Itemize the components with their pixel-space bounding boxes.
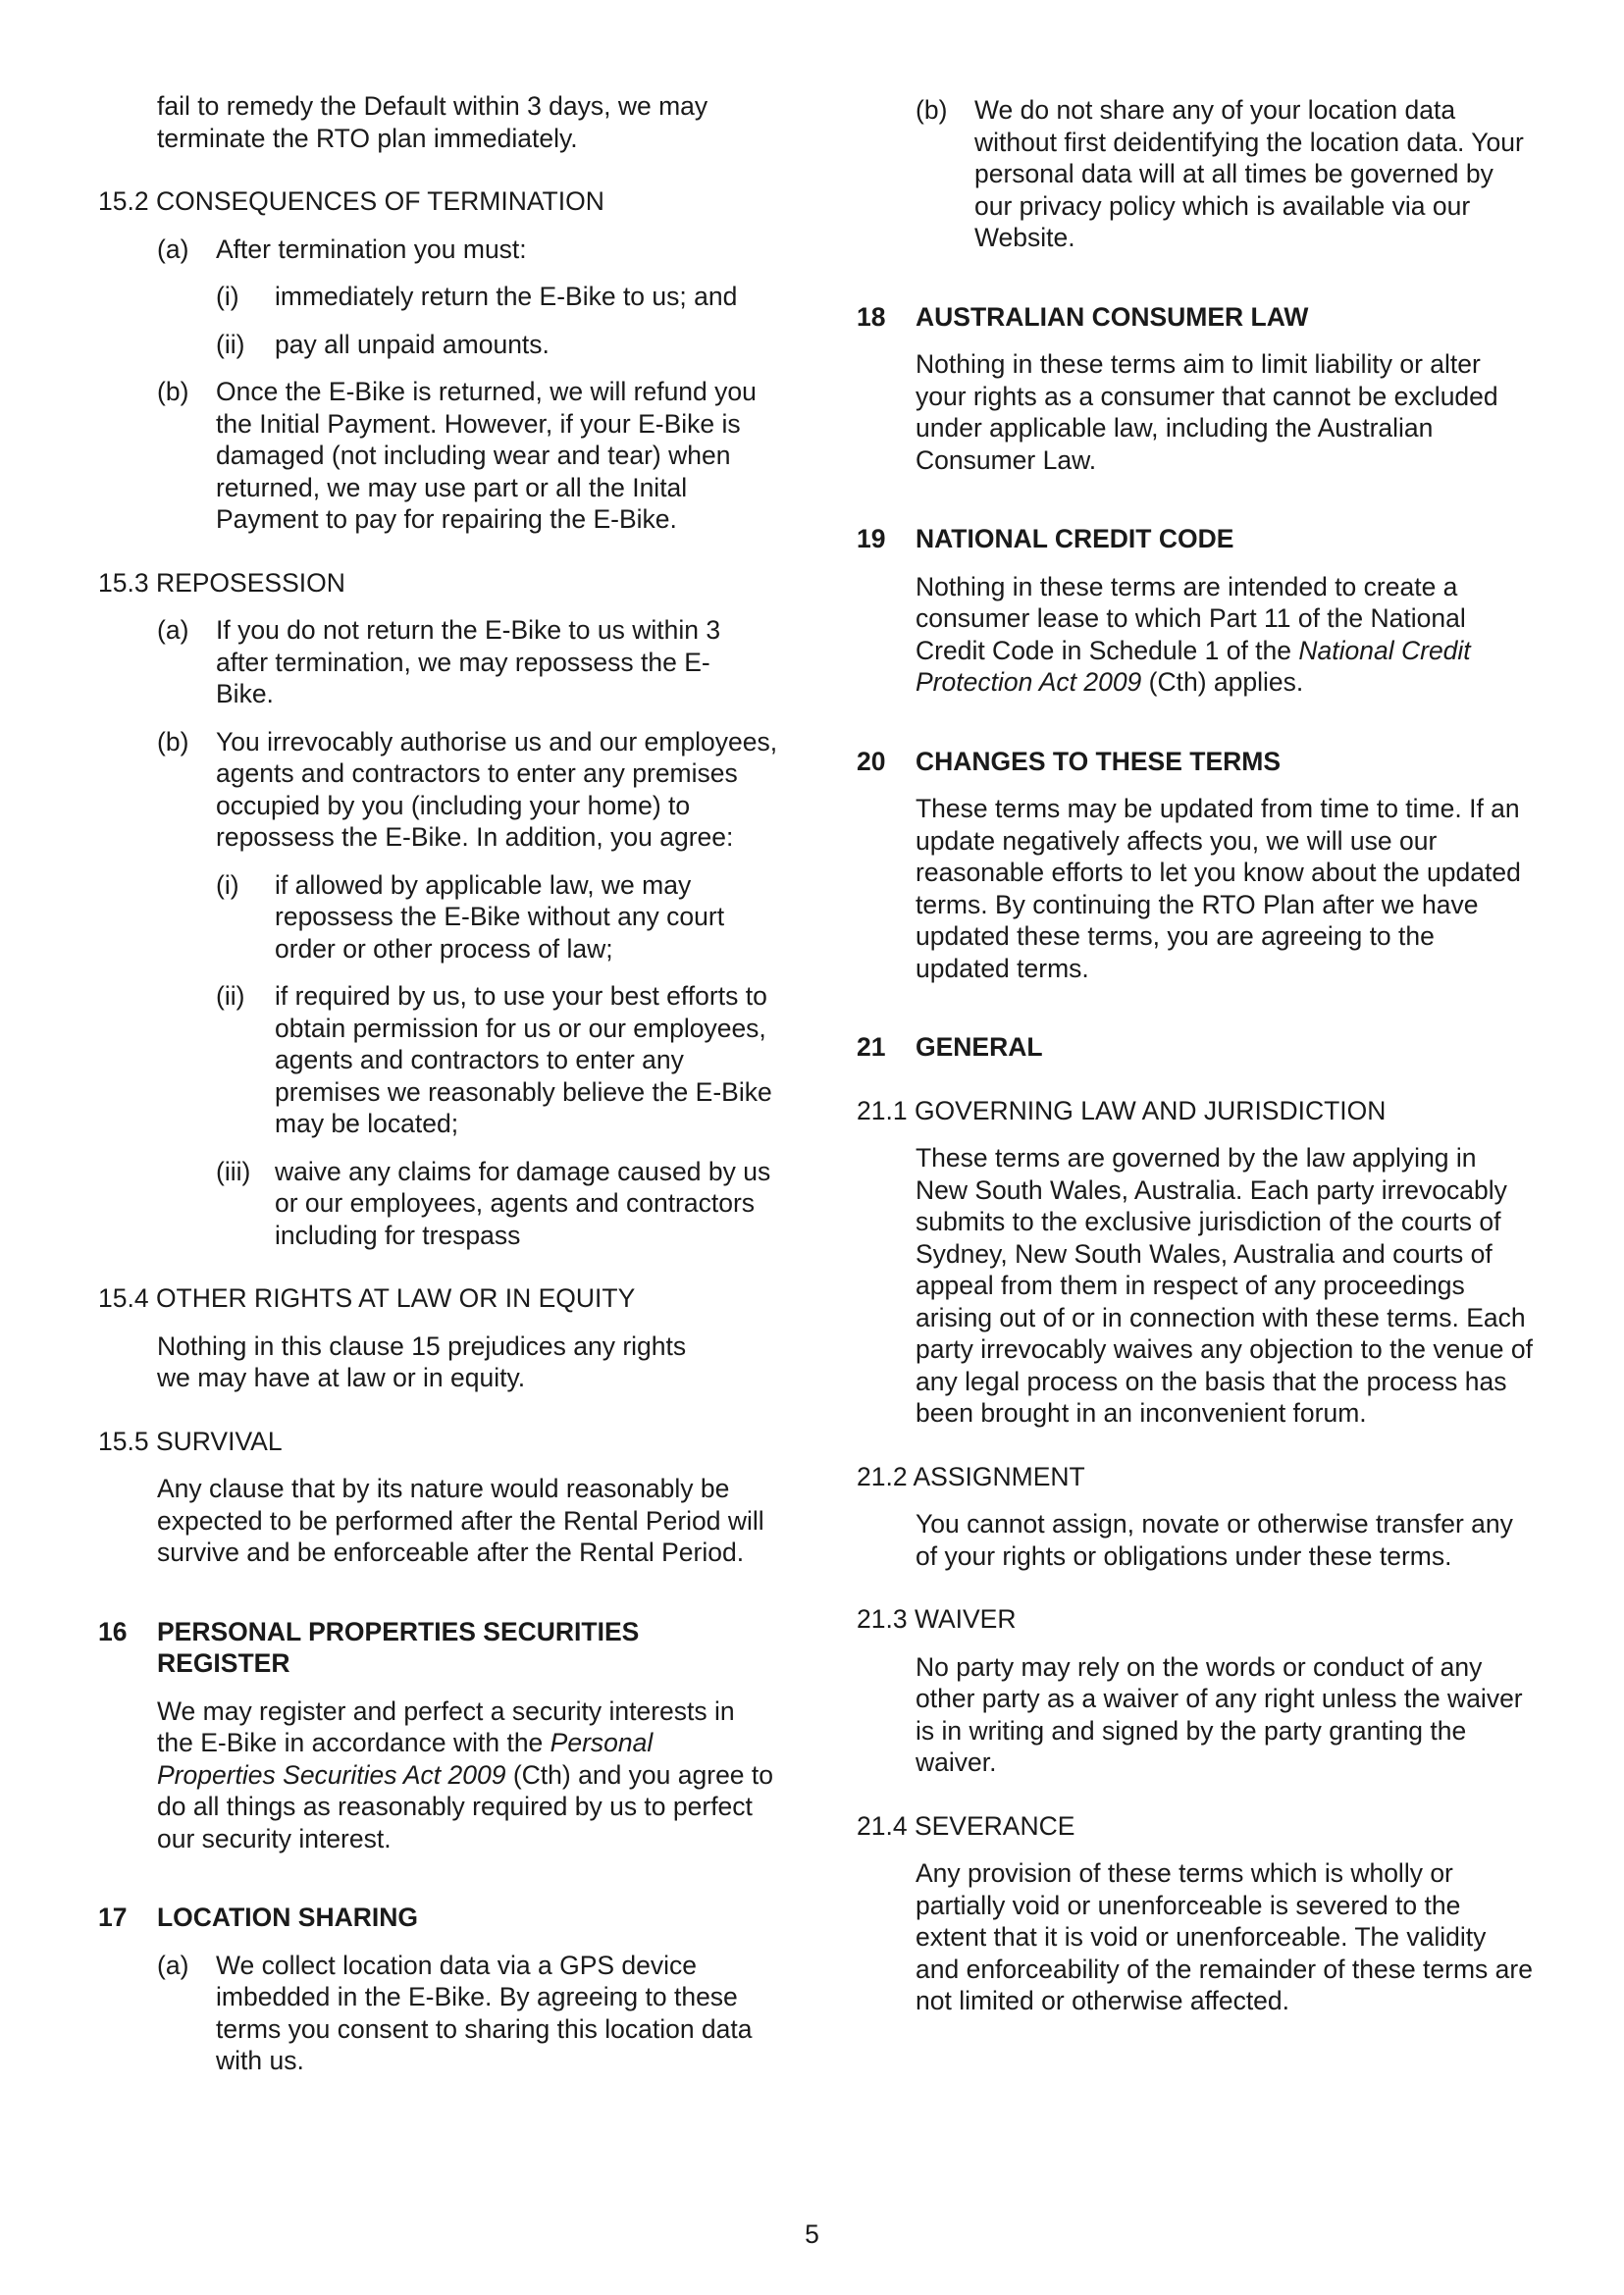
clause-15-3-heading: 15.3 REPOSESSION <box>98 567 345 598</box>
clause-17-a <box>157 1950 765 2077</box>
text-run: (Cth) applies. <box>1141 667 1304 697</box>
page-number: 5 <box>805 2219 819 2249</box>
clause-19-text <box>916 571 1514 699</box>
clause-21-1-text: These terms are governed by the law applying in New South Wales, Australia. Each party irrevocably submits to the exclusive jurisdiction of the courts of Sydney, New South Wales, Australia and courts of appeal from them in respect of any proceedings arising out of or in connection with these terms. Each party irrevocably waives any objection to the venue of any legal process on the basis that the process has been brought in an inconvenient forum. <box>916 1143 1533 1428</box>
clause-title: PERSONAL PROPERTIES SECURITIES REGISTER <box>157 1616 640 1678</box>
item-label: (i) <box>216 869 239 900</box>
act-title: National Credit Protection Act 2009 <box>916 635 1471 697</box>
act-title: Personal Properties Securities Act 2009 <box>157 1728 654 1790</box>
item-text: You irrevocably authorise us and our employees, agents and contractors to enter any premises occupied by you (including your home) to repossess the E-Bike. In addition, you agree: <box>216 726 778 852</box>
clause-19-heading <box>857 523 1544 555</box>
item-text: After termination you must: <box>216 234 527 264</box>
clause-15-3-a <box>157 614 765 710</box>
left-column <box>98 90 785 2077</box>
clause-15-2-a-i <box>216 281 785 313</box>
clause-18-heading <box>857 301 1544 334</box>
item-label: (ii) <box>216 981 245 1011</box>
clause-15-4-text: Nothing in this clause 15 prejudices any rights we may have at law or in equity. <box>157 1330 687 1392</box>
clause-number: 18 <box>857 301 886 332</box>
clause-15-3-b <box>157 726 785 854</box>
clause-16-text <box>157 1695 775 1855</box>
clause-number: 19 <box>857 524 886 553</box>
clause-title: LOCATION SHARING <box>157 1903 418 1932</box>
clause-21-3-heading: 21.3 WAIVER <box>857 1604 1017 1634</box>
text-run: We may register and perfect a security interests in the E-Bike in accordance with the <box>157 1695 735 1757</box>
item-label: (ii) <box>216 329 245 359</box>
clause-number: 16 <box>98 1616 128 1646</box>
item-label: (iii) <box>216 1156 251 1186</box>
clause-21-2-text: You cannot assign, novate or otherwise transfer any of your rights or obligations under these terms. <box>916 1509 1513 1571</box>
item-text: if required by us, to use your best efforts to obtain permission for us or our employees, agents and contractors to enter any premises we reasonably believe the E-Bike may be located; <box>275 981 772 1138</box>
clause-15-2-heading: 15.2 CONSEQUENCES OF TERMINATION <box>98 186 604 216</box>
clause-15-3-b-i <box>216 869 785 965</box>
item-label: (i) <box>216 282 239 311</box>
clause-title: AUSTRALIAN CONSUMER LAW <box>916 301 1309 332</box>
right-column <box>857 94 1544 2017</box>
clause-15-2-a <box>157 234 785 266</box>
clause-15-3-b-iii <box>216 1156 785 1252</box>
clause-number: 17 <box>98 1903 128 1932</box>
item-text: waive any claims for damage caused by us or our employees, agents and contractors including for trespass <box>275 1156 771 1250</box>
clause-title: GENERAL <box>916 1032 1043 1062</box>
clause-15-5-heading: 15.5 SURVIVAL <box>98 1426 283 1456</box>
item-text: Once the E-Bike is returned, we will refund you the Initial Payment. However, if your E-Bike is damaged (not including wear and tear) when returned, we may use part or all the Inital Payment to pay for repairing the E-Bike. <box>216 377 757 534</box>
clause-15-3-b-ii <box>216 980 785 1140</box>
item-text: if allowed by applicable law, we may repossess the E-Bike without any court order or other process of law; <box>275 869 725 964</box>
clause-21-2-heading: 21.2 ASSIGNMENT <box>857 1461 1085 1491</box>
item-text: We do not share any of your location data without first deidentifying the location data. Your personal data will at all times be governed by our privacy policy which is available via our Website. <box>974 95 1524 252</box>
item-label: (b) <box>157 377 189 406</box>
clause-number: 21 <box>857 1032 886 1062</box>
clause-21-3-text: No party may rely on the words or conduct of any other party as a waiver of any right unless the waiver is in writing and signed by the party granting the waiver. <box>916 1651 1523 1777</box>
item-label: (a) <box>157 615 189 645</box>
clause-title: CHANGES TO THESE TERMS <box>916 746 1282 776</box>
clause-16-heading <box>98 1616 765 1680</box>
text-run: (Cth) and you agree to do all things as reasonably required by us to perfect our security interest. <box>157 1759 774 1853</box>
item-label: (a) <box>157 234 189 264</box>
clause-15-1-continuation: fail to remedy the Default within 3 days, we may terminate the RTO plan immediately. <box>157 91 708 153</box>
clause-15-2-b <box>157 376 765 536</box>
item-label: (b) <box>157 726 189 756</box>
clause-21-4-heading: 21.4 SEVERANCE <box>857 1810 1075 1841</box>
item-text: immediately return the E-Bike to us; and <box>275 282 738 311</box>
item-text: pay all unpaid amounts. <box>275 329 550 359</box>
clause-21-1-heading: 21.1 GOVERNING LAW AND JURISDICTION <box>857 1095 1387 1125</box>
clause-title: NATIONAL CREDIT CODE <box>916 524 1234 553</box>
item-text: We collect location data via a GPS device imbedded in the E-Bike. By agreeing to these terms you consent to sharing this location data with us. <box>216 1950 753 2075</box>
clause-20-text: These terms may be updated from time to time. If an update negatively affects you, we will use our reasonable efforts to let you know about the updated terms. By continuing the RTO Plan after we have updated these terms, you are agreeing to the updated terms. <box>916 794 1521 983</box>
clause-20-heading <box>857 746 1544 778</box>
text-run: Nothing in these terms are intended to create a consumer lease to which Part 11 of the National Credit Code in Schedule 1 of the <box>916 571 1466 665</box>
clause-number: 20 <box>857 746 886 776</box>
clause-18-text: Nothing in these terms aim to limit liability or alter your rights as a consumer that cannot be excluded under applicable law, including the Australian Consumer Law. <box>916 349 1498 475</box>
clause-21-4-text: Any provision of these terms which is wholly or partially void or unenforceable is severed to the extent that it is void or unenforceable. The validity and enforceability of the remainder of these terms are not limited or otherwise affected. <box>916 1858 1533 2015</box>
clause-17-heading <box>98 1902 785 1934</box>
item-text: If you do not return the E-Bike to us within 3 after termination, we may repossess the E-Bike. <box>216 615 721 708</box>
clause-15-2-a-ii <box>216 329 785 361</box>
item-label: (b) <box>916 95 948 125</box>
item-label: (a) <box>157 1950 189 1980</box>
clause-15-5-text: Any clause that by its nature would reasonably be expected to be performed after the Rental Period will survive and be enforceable after the Rental Period. <box>157 1474 764 1567</box>
clause-15-4-heading: 15.4 OTHER RIGHTS AT LAW OR IN EQUITY <box>98 1283 636 1313</box>
clause-17-b <box>916 94 1524 254</box>
clause-21-heading <box>857 1031 1544 1064</box>
